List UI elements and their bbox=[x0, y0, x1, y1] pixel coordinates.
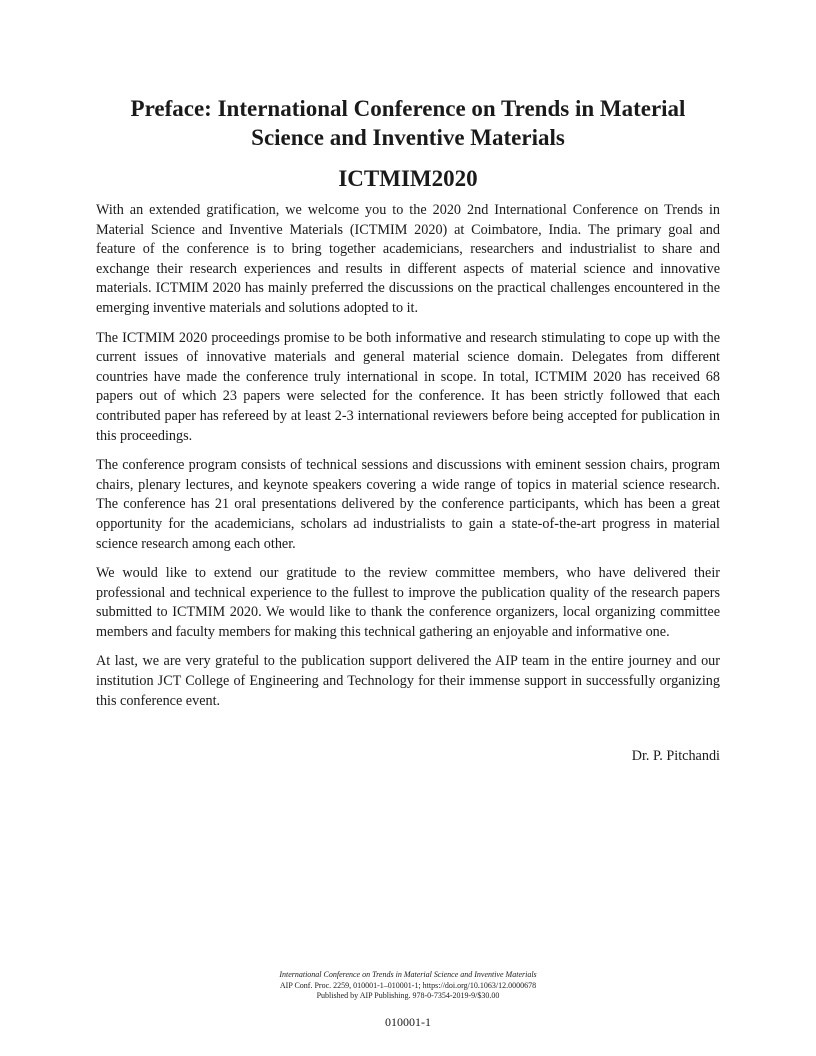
conference-acronym: ICTMIM2020 bbox=[338, 166, 478, 191]
page-content bbox=[96, 94, 720, 767]
paragraph-2: The ICTMIM 2020 proceedings promise to be both informative and research stimulating to cope up with the current issues of innovative materials and general material science domain. Delegates from different countries have made the conference truly international in scope. In total, ICTMIM 2020 has received 68 papers out of which 23 papers were selected for the conference. It has been strictly followed that each contributed paper has refereed by at least 2-3 international reviewers before being accepted for publication in this proceedings. bbox=[96, 329, 720, 444]
footer-publisher-line: Published by AIP Publishing. 978-0-7354-2019-9/$30.00 bbox=[316, 991, 500, 1000]
citation-footer bbox=[0, 970, 816, 1002]
paragraph-1: With an extended gratification, we welcome you to the 2020 2nd International Conference on Trends in Material Science and Inventive Materials (ICTMIM 2020) at Coimbatore, India. The primary goal and feature of the conference is to bring together academicians, researchers and industrialist to share and exchange their research experiences and results in different aspects of material science and innovative materials. ICTMIM 2020 has mainly preferred the discussions on the practical challenges encountered in the emerging inventive materials and solutions adopted to it. bbox=[96, 202, 720, 316]
footer-conference-name: International Conference on Trends in Material Science and Inventive Materials bbox=[279, 970, 537, 979]
signature: Dr. P. Pitchandi bbox=[631, 748, 720, 765]
paragraph-5: At last, we are very grateful to the publication support delivered the AIP team in the entire journey and our institution JCT College of Engineering and Technology for their immense support in successfully organizing this conference event. bbox=[96, 653, 720, 709]
paragraph-4: We would like to extend our gratitude to the review committee members, who have delivered their professional and technical experience to the fullest to improve the publication quality of the research papers submitted to ICTMIM 2020. We would like to thank the conference organizers, local organizing committee members and faculty members for making this technical gathering an enjoyable and informative one. bbox=[96, 565, 720, 640]
paragraph-3: The conference program consists of technical sessions and discussions with eminent session chairs, program chairs, plenary lectures, and keynote speakers covering a wide range of topics in material science research. The conference has 21 oral presentations delivered by the conference participants, which has been a great opportunity for the academicians, scholars ad industrialists to gain a state-of-the-art progress in material science research among each other. bbox=[96, 457, 720, 552]
page-number: 010001-1 bbox=[385, 1015, 431, 1029]
page-title: Preface: International Conference on Trends in Material Science and Inventive Materials bbox=[130, 96, 686, 150]
footer-doi-line: AIP Conf. Proc. 2259, 010001-1–010001-1; https://doi.org/10.1063/12.0000678 bbox=[279, 980, 537, 990]
